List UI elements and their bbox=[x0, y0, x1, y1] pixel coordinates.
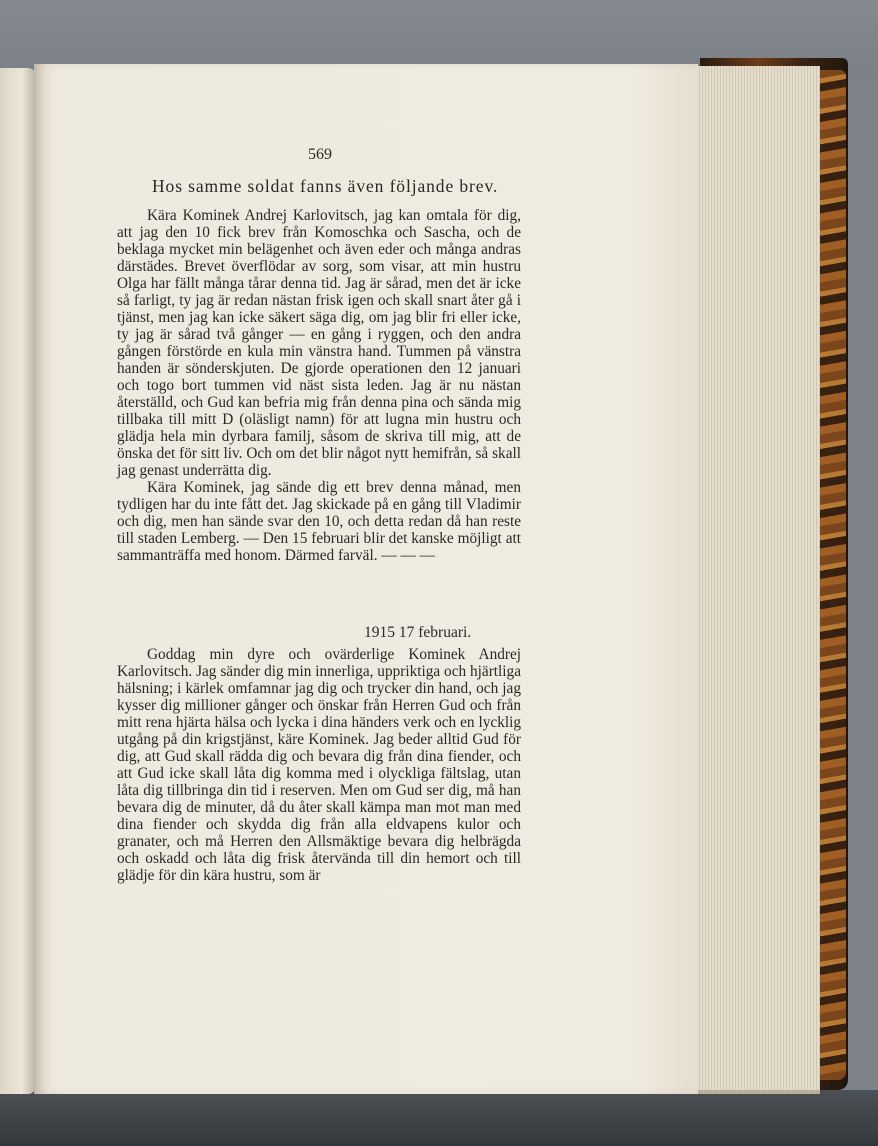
background-bottom bbox=[0, 1090, 878, 1146]
marbled-cover-edge bbox=[816, 70, 846, 1080]
page-number: 569 bbox=[308, 146, 332, 163]
left-page-edge bbox=[0, 68, 36, 1094]
page-edges bbox=[694, 66, 820, 1094]
letter-two bbox=[117, 646, 521, 884]
section-heading: Hos samme soldat fanns även följande brev. bbox=[152, 176, 499, 196]
letter-one-paragraph-2: Kära Kominek, jag sände dig ett brev denna månad, men tydligen har du inte fått det. Jag skickade på en gång till Vladimir och dig, men han sände svar den 10, och detta redan då han reste till staden Lemberg. — Den 15 februari blir det kanske möjligt att sammanträffa med honom. Därmed farväl. — — — bbox=[117, 479, 521, 564]
letter-date: 1915 17 februari. bbox=[364, 624, 472, 641]
letter-two-paragraph-1: Goddag min dyre och ovärderlige Kominek Andrej Karlovitsch. Jag sänder dig min innerliga, uppriktiga och hjärtliga hälsning; i kärlek omfamnar jag dig och trycker din hand, och jag kysser dig millioner gånger och önskar från Herren Gud och från mitt rena hjärta hälsa och lycka i dina händers verk och en lycklig utgång på din krigstjänst, käre Kominek. Jag beder alltid Gud för dig, att Gud skall rädda dig och bevara dig från dina fiender, och att Gud icke skall låta dig komma med i olyckliga fältslag, utan låta dig tillbringa din tid i reserven. Men om Gud ser dig, må han bevara dig de minuter, då du åter skall kämpa man mot man med dina fiender och skydda dig från alla eldvapens kulor och granater, och må Herren den Allsmäktige bevara dig helbrägda och oskadd och låta dig frisk återvända till din hemort och till glädje för din kära hustru, som är bbox=[117, 646, 521, 884]
letter-one bbox=[117, 207, 521, 564]
letter-one-paragraph-1: Kära Kominek Andrej Karlovitsch, jag kan omtala för dig, att jag den 10 fick brev från Komoschka och Sascha, och de beklaga mycket min belägenhet och även eder och många andras därstädes. Brevet överflödar av sorg, som visar, att min hustru Olga har fällt många tårar denna tid. Jag är sårad, men det är icke så farligt, ty jag är redan nästan frisk igen och skall snart åter gå i tjänst, men jag kan icke säkert säga dig, om jag blir fri eller icke, ty jag är sårad två gånger — en gång i ryggen, och den andra gången förstörde en kula min vänstra hand. Tummen på vänstra handen är sönderskjuten. De gjorde operationen den 12 januari och togo bort tummen vid näst sista leden. Jag är nu nästan återställd, och Gud kan befria mig från denna pina och sända mig tillbaka till mitt D (oläsligt namn) för att lugna min hustru och glädja hela min dyrbara familj, såsom de skriva till mig, att de önska det för sitt liv. Och om det blir något nytt hemifrån, så skall jag genast underrätta dig. bbox=[117, 207, 521, 479]
